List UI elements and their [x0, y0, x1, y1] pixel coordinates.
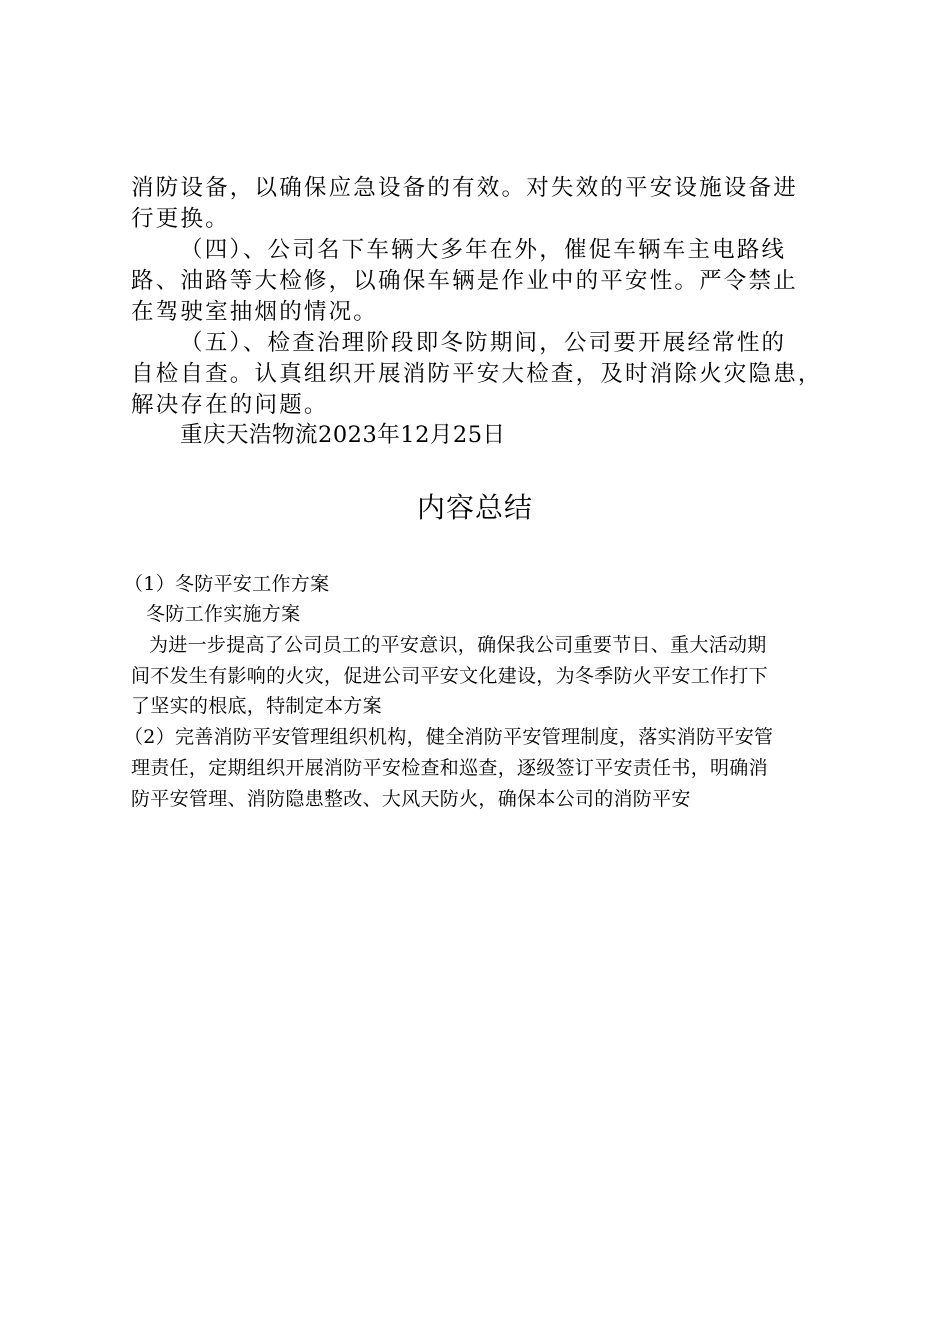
- body-text-line: 消防设备，以确保应急设备的有效。对失效的平安设施设备进: [131, 175, 798, 201]
- body-text-line: 自检自查。认真组织开展消防平安大检查，及时消除火灾隐患，: [131, 361, 823, 387]
- summary-line: 了坚实的根底，特制定本方案: [131, 695, 382, 717]
- summary-line: 防平安管理、消防隐患整改、大风天防火，确保本公司的消防平安: [131, 788, 691, 810]
- body-text-line: 行更换。: [131, 206, 230, 232]
- body-text-line: 在驾驶室抽烟的情况。: [131, 299, 379, 325]
- summary-title: 内容总结: [416, 491, 533, 524]
- summary-line: （1）冬防平安工作方案: [124, 573, 330, 595]
- summary-line: （2）完善消防平安管理组织机构，健全消防平安管理制度，落实消防平安管: [124, 726, 774, 748]
- summary-line: 为进一步提高了公司员工的平安意识，确保我公司重要节日、重大活动期: [149, 634, 767, 656]
- summary-line: 理责任，定期组织开展消防平安检查和巡查，逐级签订平安责任书，明确消: [131, 757, 768, 779]
- body-text-line: （五）、检查治理阶段即冬防期间，公司要开展经常性的: [180, 330, 787, 356]
- body-text-line: 解决存在的问题。: [131, 392, 329, 418]
- body-text-line: 路、油路等大检修，以确保车辆是作业中的平安性。严令禁止: [131, 268, 798, 294]
- signature-line: 重庆天浩物流2023年12月25日: [180, 422, 506, 448]
- summary-line: 冬防工作实施方案: [146, 603, 301, 625]
- summary-line: 间不发生有影响的火灾，促进公司平安文化建设，为冬季防火平安工作打下: [131, 665, 768, 687]
- body-text-line: （四）、公司名下车辆大多年在外，催促车辆车主电路线: [180, 237, 787, 263]
